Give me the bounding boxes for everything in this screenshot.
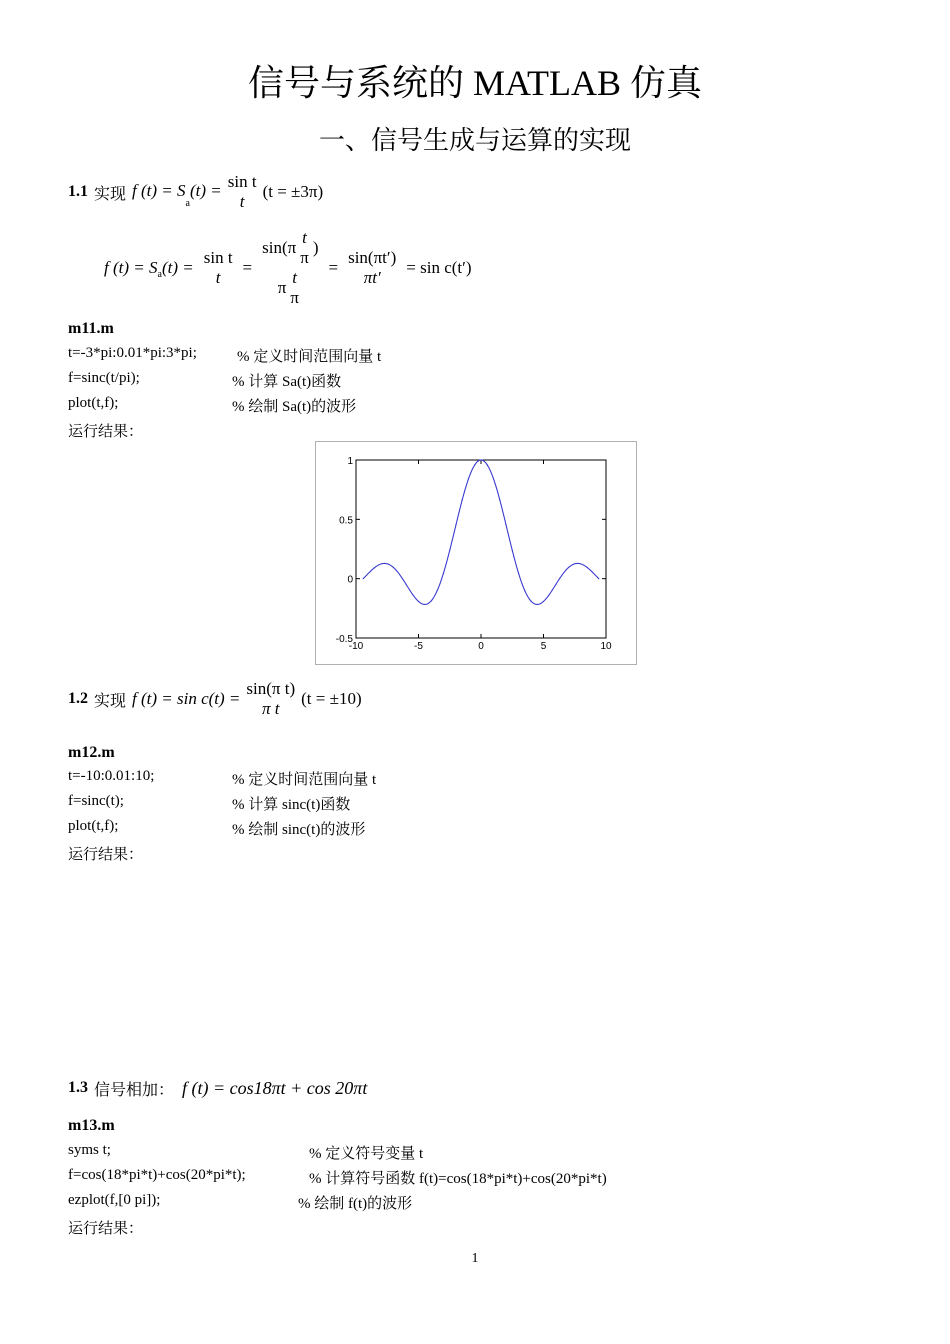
sa-curve-point	[437, 590, 438, 591]
m11-result-label: 运行结果：	[68, 424, 144, 440]
derivation-fraction-2: sin(π t π ) π t π	[262, 228, 319, 307]
section-text: 信号相加：	[94, 1081, 175, 1099]
sa-curve-point	[555, 584, 556, 585]
section-text: 实现	[94, 692, 127, 710]
sa-curve-point	[443, 572, 444, 573]
derivation-fraction-1: sin t t	[203, 248, 233, 287]
m13-result-label: 运行结果：	[68, 1221, 144, 1237]
formula-range: (t = ±10)	[301, 689, 362, 708]
x-tick-label: 0	[478, 641, 484, 652]
sa-curve-point	[424, 604, 425, 605]
m11-comment-3: % 绘制 Sa(t)的波形	[232, 399, 357, 415]
sa-curve-point	[468, 478, 469, 479]
y-tick-label: 0.5	[339, 515, 353, 527]
m12-comment-2: % 计算 sinc(t)函数	[232, 797, 351, 813]
section-number: 1.2	[68, 690, 88, 707]
page-number: 1	[471, 1251, 479, 1266]
m13-filename: m13.m	[68, 1117, 115, 1134]
section-1-3-heading	[68, 1075, 367, 1101]
sa-curve-point	[462, 499, 463, 500]
m12-result-label: 运行结果：	[68, 847, 144, 863]
x-tick-label: 10	[600, 641, 612, 652]
sa-curve-point	[474, 464, 475, 465]
sa-curve-point	[455, 524, 456, 525]
m11-code-3: plot(t,f);	[68, 395, 119, 411]
m13-code-1: syms t;	[68, 1142, 111, 1158]
m11-comment-1: % 定义时间范围向量 t	[237, 349, 382, 365]
sa-curve-point	[405, 584, 406, 585]
sa-curve-point	[577, 563, 578, 564]
sa-curve-point	[418, 601, 419, 602]
sa-curve-point	[363, 578, 364, 579]
page-title	[0, 55, 950, 106]
derivation-fraction-3: sin(πt′) πt′	[348, 248, 397, 287]
sa-curve-point	[512, 550, 513, 551]
m13-code-2: f=cos(18*pi*t)+cos(20*pi*t);	[68, 1167, 246, 1183]
x-tick-label: -10	[348, 641, 364, 652]
sa-curve-point	[487, 464, 488, 465]
sa-curve-point	[568, 567, 569, 568]
m11-code-1: t=-3*pi:0.01*pi:3*pi;	[68, 345, 197, 361]
sa-curve-point	[499, 499, 500, 500]
m11-comment-2: % 计算 Sa(t)函数	[232, 374, 342, 390]
sa-curve-point	[505, 524, 506, 525]
formula-fraction: sin(π t) π t	[246, 679, 296, 718]
sa-curve-point	[530, 600, 531, 601]
section-text: 实现	[94, 185, 127, 203]
formula: f (t) = cos18πt + cos 20πt	[182, 1077, 368, 1098]
m13-comment-2: % 计算符号函数 f(t)=cos(18*pi*t)+cos(20*pi*t)	[309, 1171, 607, 1187]
m11-code-2: f=sinc(t/pi);	[68, 370, 140, 386]
m13-code-3: ezplot(f,[0 pi]);	[68, 1192, 161, 1208]
y-tick-label: 1	[347, 456, 353, 467]
x-tick-label: -5	[414, 641, 423, 652]
sa-curve-point	[449, 550, 450, 551]
sa-curve-point	[524, 590, 525, 591]
m12-comment-3: % 绘制 sinc(t)的波形	[232, 822, 366, 838]
m12-code-2: f=sinc(t);	[68, 793, 124, 809]
m13-comment-1: % 定义符号变量 t	[309, 1146, 424, 1162]
m12-code-3: plot(t,f);	[68, 818, 119, 834]
chapter-heading: 一、信号生成与运算的实现	[318, 126, 631, 155]
sa-curve-point	[543, 601, 544, 602]
section-1-1-heading	[68, 170, 323, 214]
sa-curve-point	[393, 567, 394, 568]
formula-lhs: f $(t) = S_a(t)$ =	[132, 180, 222, 210]
sa-curve-point	[518, 572, 519, 573]
formula-fraction: sin t t	[227, 172, 257, 211]
sa-curve-point	[384, 563, 385, 564]
y-tick-label: 0	[347, 574, 353, 586]
y-tick-label: -0.5	[335, 634, 353, 645]
sa-curve-point	[430, 600, 431, 601]
section-1-2-heading	[68, 676, 362, 722]
m12-filename: m12.m	[68, 744, 115, 761]
sa-curve-point	[537, 604, 538, 605]
sa-plot-figure	[315, 441, 637, 665]
sa-curve-point	[598, 578, 599, 579]
sa-plot-svg	[316, 442, 636, 664]
sa-curve-point	[493, 478, 494, 479]
m12-code-1: t=-10:0.01:10;	[68, 768, 155, 784]
m11-filename: m11.m	[68, 320, 114, 337]
section-number: 1.1	[68, 183, 88, 200]
m12-comment-1: % 定义时间范围向量 t	[232, 772, 377, 788]
x-tick-label: 5	[540, 641, 547, 652]
sa-derivation: f (t) = S $_a$ (t) = sin t t = sin(π t π ) π t π = sin(πt′) πt′ = sin c(t′)	[104, 228, 472, 307]
sa-curve-point	[374, 567, 375, 568]
formula-lhs: f (t) = sin c(t) =	[132, 689, 241, 708]
plot-axes-box	[356, 460, 606, 638]
sa-curve-point	[480, 459, 481, 460]
section-number: 1.3	[68, 1079, 88, 1096]
formula-range: (t = ±3π)	[262, 182, 324, 201]
sa-curve-point	[587, 567, 588, 568]
page-title-text: 信号与系统的 MATLAB 仿真	[247, 63, 702, 103]
m13-comment-3: % 绘制 f(t)的波形	[298, 1196, 413, 1212]
